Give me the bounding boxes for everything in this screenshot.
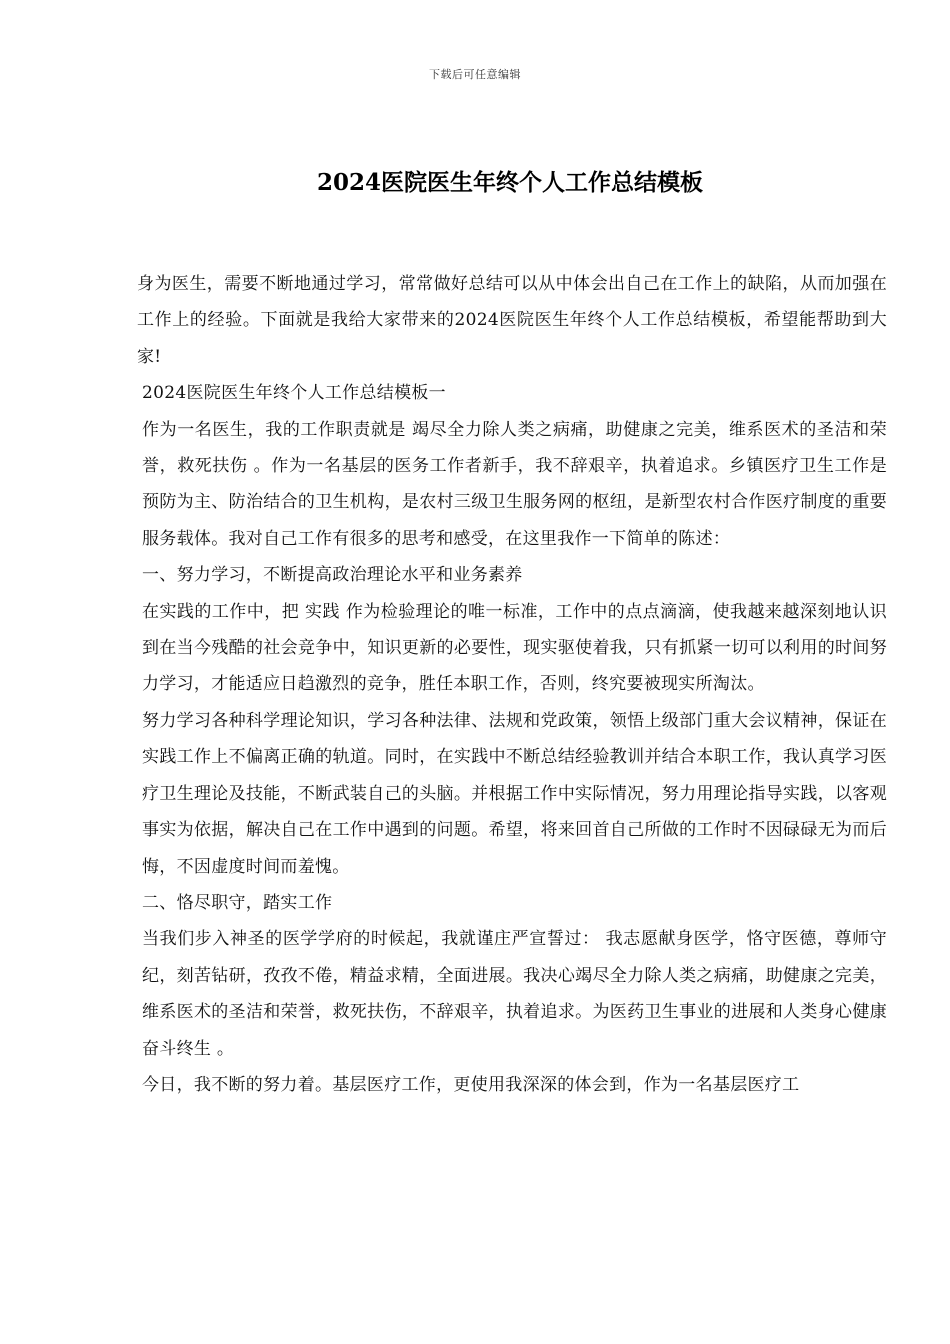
body-paragraph: 在实践的工作中，把 实践 作为检验理论的唯一标准，工作中的点点滴滴，使我越来越深刻地认识到在当今残酷的社会竞争中，知识更新的必要性，现实驱使着我，只有抓紧一切可以利用的时间努力学习，才能适应日趋激烈的竞争，胜任本职工作，否则，终究要被现实所淘汰。 xyxy=(142,601,887,695)
intro-paragraph: 身为医生，需要不断地通过学习，常常做好总结可以从中体会出自己在工作上的缺陷，从而加强在工作上的经验。下面就是我给大家带来的2024医院医生年终个人工作总结模板，希望能帮助到大家! xyxy=(137,274,887,367)
body-paragraph: 作为一名医生，我的工作职责就是 竭尽全力除人类之病痛，助健康之完美，维系医术的圣洁和荣誉，救死扶伤 。作为一名基层的医务工作者新手，我不辞艰辛，执着追求。乡镇医疗卫生工作是预防为主、防治结合的卫生机构，是农村三级卫生服务网的枢纽，是新型农村合作医疗制度的重要服务载体。我对自己工作有很多的思考和感受，在这里我作一下简单的陈述： xyxy=(142,419,887,549)
body-paragraph: 当我们步入神圣的医学学府的时候起，我就谨庄严宣誓过： 我志愿献身医学，恪守医德，尊师守纪，刻苦钻研，孜孜不倦，精益求精，全面进展。我决心竭尽全力除人类之病痛，助健康之完美，维系医术的圣洁和荣誉，救死扶伤，不辞艰辛，执着追求。为医药卫生事业的进展和人类身心健康奋斗终生 。 xyxy=(142,929,887,1059)
body-paragraph: 今日，我不断的努力着。基层医疗工作，更使用我深深的体会到，作为一名基层医疗工 xyxy=(142,1074,800,1095)
section-heading-template-one: 2024医院医生年终个人工作总结模板一 xyxy=(142,383,446,404)
header-note: 下载后可任意编辑 xyxy=(429,68,521,81)
document-body xyxy=(137,266,887,1103)
section-heading-2: 二、恪尽职守，踏实工作 xyxy=(142,892,333,913)
document-title: 2024医院医生年终个人工作总结模板 xyxy=(316,169,703,196)
body-paragraph: 努力学习各种科学理论知识，学习各种法律、法规和党政策，领悟上级部门重大会议精神，保证在实践工作上不偏离正确的轨道。同时，在实践中不断总结经验教训并结合本职工作，我认真学习医疗卫生理论及技能，不断武装自己的头脑。并根据工作中实际情况，努力用理论指导实践，以客观事实为依据，解决自己在工作中遇到的问题。希望，将来回首自己所做的工作时不因碌碌无为而后悔，不因虚度时间而羞愧。 xyxy=(142,710,887,877)
section-heading-1: 一、努力学习，不断提高政治理论水平和业务素养 xyxy=(142,565,523,586)
